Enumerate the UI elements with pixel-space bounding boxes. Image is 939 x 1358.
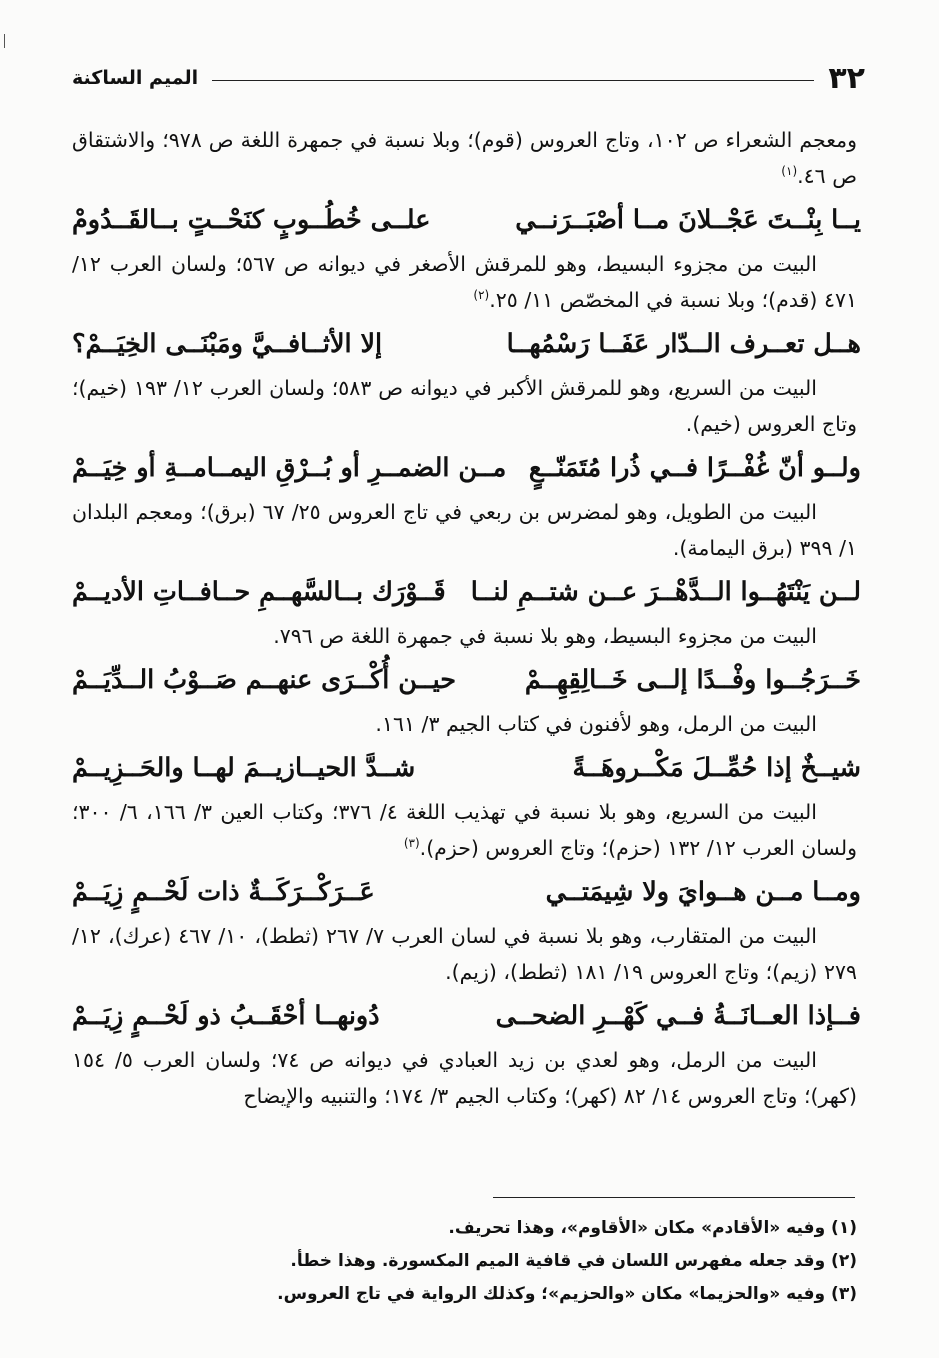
verse-line	[72, 194, 861, 246]
verse-line	[72, 990, 861, 1042]
verse-entry	[72, 194, 861, 318]
verse-note: البيت من مجزوء البسيط، وهو للمرقش الأصغر في ديوانه ص ٥٦٧؛ ولسان العرب ١٢/ ٤٧١ (قدم)؛ وبلا نسبة في المخصّص ١١/ ٢٥.$^{(٢)}$	[72, 252, 857, 312]
first-hemistich: ولــو أنّ غُفْــرًا فــي ذُرا مُتَمَنّــعٍ	[528, 453, 861, 483]
verse-note: البيت من السريع، وهو بلا نسبة في تهذيب اللغة ٤/ ٣٧٦؛ وكتاب العين ٣/ ١٦٦، ٦/ ٣٠٠؛ ولسان العرب ١٢/ ١٣٢ (حزم)؛ وتاج العروس (حزم).$^{(٣)}$	[72, 800, 857, 860]
verse-note: البيت من المتقارب، وهو بلا نسبة في لسان العرب ٧/ ٢٦٧ (ثطط)، ١٠/ ٤٦٧ (عرك)، ١٢/ ٢٧٩ (زيم)؛ وتاج العروس ١٩/ ١٨١ (ثطط)، (زيم).	[72, 924, 857, 984]
verse-entry	[72, 742, 861, 866]
running-header	[72, 58, 865, 98]
verse-line	[72, 566, 861, 618]
verse-note: البيت من مجزوء البسيط، وهو بلا نسبة في جمهرة اللغة ص ٧٩٦.	[273, 624, 817, 648]
main-text	[72, 122, 861, 1114]
verse-entry	[72, 442, 861, 566]
first-hemistich: فــإذا العــانَــةُ فــي كَهْــرِ الضحــى	[495, 1001, 861, 1031]
footnote-3: (٣) وفيه «والحزيما» مكان «والحزيم»؛ وكذلك الرواية في تاج العروس.	[277, 1284, 857, 1304]
verse-entry	[72, 654, 861, 742]
intro-paragraph	[72, 122, 857, 194]
verse-note: البيت من الرمل، وهو لأفنون في كتاب الجيم ٣/ ١٦١.	[375, 712, 817, 736]
footnote-ref-1: (١)	[781, 164, 798, 179]
footnote-ref-2: (٢)	[473, 288, 490, 303]
footnote-separator	[493, 1197, 855, 1198]
footnote-1: (١) وفيه «الأقادم» مكان «الأقاوم»، وهذا تحريف.	[448, 1218, 857, 1238]
second-hemistich: عَــرَكْــرَكَــةٌ ذات لَحْــمٍ زِيَــمْ	[72, 877, 375, 907]
second-hemistich: مــن الضمــرِ أو بُــرْقِ اليمــامــةِ أو خِيَــمْ	[72, 453, 507, 483]
second-hemistich: قَــوْرَك بــالسَّهــمِ حــافــاتِ الأديــمْ	[72, 577, 446, 607]
verse-line	[72, 318, 861, 370]
verse-entry	[72, 866, 861, 990]
verse-entry	[72, 318, 861, 442]
verse-line	[72, 654, 861, 706]
first-hemistich: لــن يَنْتَهُــوا الــدَّهْــرَ عــن شتــمِ لنــا	[470, 577, 861, 607]
second-hemistich: حيــن أُكْــرَى عنهــم صَــوْبُ الــدِّيَــمْ	[72, 665, 457, 695]
second-hemistich: علــى خُطُــوبٍ كنَحْــتٍ بــالقَــدُومْ	[72, 205, 431, 235]
first-hemistich: ومــا مــن هــوايَ ولا شِيمَتــي	[545, 877, 861, 907]
section-title: الميم الساكنة	[72, 67, 199, 89]
verse-note: البيت من السريع، وهو للمرقش الأكبر في ديوانه ص ٥٨٣؛ ولسان العرب ١٢/ ١٩٣ (خيم)؛ وتاج العروس (خيم).	[72, 376, 857, 436]
first-hemistich: هــل تعــرف الــدّار عَفَــا رَسْمُهــا	[506, 329, 861, 359]
verse-line	[72, 866, 861, 918]
verse-note: البيت من الرمل، وهو لعدي بن زيد العبادي في ديوانه ص ٧٤؛ ولسان العرب ٥/ ١٥٤ (كهر)؛ وتاج العروس ١٤/ ٨٢ (كهر)؛ وكتاب الجيم ٣/ ١٧٤؛ والتنبيه والإيضاح	[72, 1048, 857, 1108]
first-hemistich: شيــخٌ إذا حُمِّــلَ مَكْــروهَــةً	[572, 753, 861, 783]
margin-mark	[4, 34, 5, 48]
footnotes	[72, 1212, 857, 1311]
first-hemistich: يــا بِنْــتَ عَجْــلانَ مــا أصْبَــرَنــي	[515, 205, 861, 235]
intro-text: ومعجم الشعراء ص ١٠٢، وتاج العروس (قوم)؛ وبلا نسبة في جمهرة اللغة ص ٩٧٨؛ والاشتقاق ص ٤٦.	[72, 128, 857, 188]
verse-entry	[72, 566, 861, 654]
page-number: ٣٢	[828, 60, 865, 96]
verse-line	[72, 742, 861, 794]
header-rule	[212, 80, 814, 81]
second-hemistich: دُونهــا أحْقَــبُ ذو لَحْــمٍ زِيَــمْ	[72, 1001, 380, 1031]
verse-entry	[72, 990, 861, 1114]
verse-note: البيت من الطويل، وهو لمضرس بن ربعي في تاج العروس ٢٥/ ٦٧ (برق)؛ ومعجم البلدان ١/ ٣٩٩ (برق اليمامة).	[72, 500, 857, 560]
footnote-2: (٢) وقد جعله مفهرس اللسان في قافية الميم المكسورة. وهذا خطأ.	[290, 1251, 857, 1271]
second-hemistich: إلا الأثــافــيَّ ومَبْنَــى الخِيَــمْ؟	[72, 329, 383, 359]
verse-line	[72, 442, 861, 494]
second-hemistich: شــدَّ الحيــازيــمَ لهــا والحَــزِيــمْ	[72, 753, 416, 783]
footnote-ref-3: (٣)	[403, 836, 420, 851]
first-hemistich: خَــرَجُــوا وفْــدًا إلــى خَــالِقِهِــمْ	[524, 665, 861, 695]
